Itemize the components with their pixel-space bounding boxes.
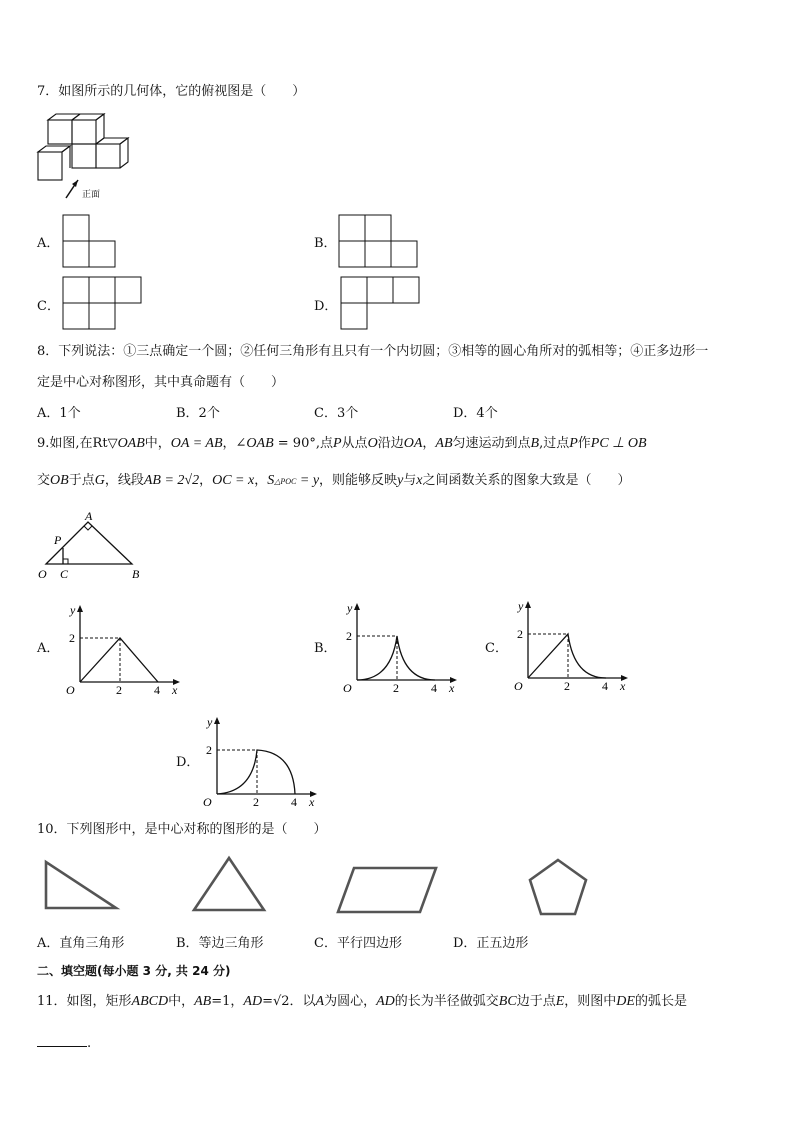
- q9-triangle-figure: [36, 508, 146, 580]
- tick-2-y: 2: [346, 629, 352, 643]
- tick-4-x: 4: [291, 795, 297, 809]
- equilateral-triangle-shape: [190, 854, 268, 916]
- q7-option-c-figure: [62, 276, 144, 330]
- q7-option-b-label: B．: [314, 236, 337, 251]
- label-p: P: [54, 533, 62, 547]
- section-title: 二、填空题(每小题 3 分, 共 24 分): [37, 964, 231, 978]
- axis-y: y: [347, 601, 353, 615]
- origin: O: [514, 679, 523, 693]
- label-a: A: [85, 509, 93, 523]
- q8-option-d: D．4个: [453, 406, 498, 421]
- q9-graph-d: [199, 714, 327, 812]
- q7-option-b-figure: [338, 214, 420, 268]
- q9-stem-line2: 交OB于点G，线段AB = 2√2，OC = x，S△POC = y，则能够反映y与x之间函数关系的图象大致是（ ）: [37, 473, 631, 488]
- q7-option-c-label: C．: [37, 299, 60, 314]
- q9-graph-c: [510, 598, 638, 696]
- q9-stem-line1: 9.如图,在Rt▽OAB中，OA = AB，∠OAB = 90°,点P从点O沿边OA，AB匀速运动到点B,过点P作PC ⊥ OB: [37, 436, 647, 451]
- q8-stem-line2: 定是中心对称图形，其中真命题有（ ）: [37, 375, 285, 390]
- tick-2-x: 2: [253, 795, 259, 809]
- origin: O: [343, 681, 352, 695]
- origin: O: [66, 683, 75, 697]
- tick-4-x: 4: [431, 681, 437, 695]
- axis-x: x: [449, 681, 455, 695]
- q10-option-a: A．直角三角形: [37, 936, 125, 951]
- tick-2-x: 2: [116, 683, 122, 697]
- axis-x: x: [309, 795, 315, 809]
- tick-2-x: 2: [564, 679, 570, 693]
- axis-y: y: [207, 715, 213, 729]
- axis-y: y: [518, 599, 524, 613]
- q8-option-a: A．1个: [37, 406, 81, 421]
- q10-option-d: D．正五边形: [453, 936, 529, 951]
- q9-option-b-label: B．: [314, 641, 337, 656]
- origin: O: [203, 795, 212, 809]
- q8-option-b: B．2个: [176, 406, 220, 421]
- tick-2-y: 2: [206, 743, 212, 757]
- tick-4-x: 4: [154, 683, 160, 697]
- q9-graph-a: [62, 602, 190, 698]
- tick-2-y: 2: [69, 631, 75, 645]
- q9-option-c-label: C．: [485, 641, 508, 656]
- label-o: O: [38, 567, 47, 581]
- label-b: B: [132, 567, 140, 581]
- right-triangle-shape: [40, 856, 122, 916]
- regular-pentagon-shape: [526, 856, 590, 918]
- parallelogram-shape: [336, 864, 440, 916]
- tick-4-x: 4: [602, 679, 608, 693]
- q10-option-b: B．等边三角形: [176, 936, 264, 951]
- q9-graph-b: [339, 600, 467, 698]
- q8-stem-line1: 8．下列说法：①三点确定一个圆；②任何三角形有且只有一个内切圆；③相等的圆心角所对的弧相等；④正多边形一: [37, 344, 709, 359]
- q7-option-a-figure: [62, 214, 118, 268]
- q11-stem: 11．如图，矩形ABCD中，AB=1，AD=√2．以A为圆心，AD的长为半径做弧交BC边于点E，则图中DE的弧长是: [37, 994, 687, 1009]
- tick-2-y: 2: [517, 627, 523, 641]
- q7-option-d-label: D．: [314, 299, 338, 314]
- q7-stem: 7．如图所示的几何体，它的俯视图是（ ）: [37, 84, 306, 99]
- q11-answer-blank[interactable]: .: [37, 1034, 91, 1052]
- axis-y: y: [70, 603, 76, 617]
- front-label: 正面: [82, 190, 101, 200]
- q8-option-c: C．3个: [314, 406, 359, 421]
- q7-option-d-figure: [340, 276, 422, 330]
- label-c: C: [60, 567, 69, 581]
- axis-x: x: [172, 683, 178, 697]
- arc-de: DE: [616, 994, 635, 1009]
- q10-option-c: C．平行四边形: [314, 936, 402, 951]
- axis-x: x: [620, 679, 626, 693]
- q10-stem: 10．下列图形中，是中心对称的图形的是（ ）: [37, 822, 327, 837]
- q9-option-d-label: D．: [176, 755, 200, 770]
- q7-option-a-label: A．: [37, 236, 60, 251]
- tick-2-x: 2: [393, 681, 399, 695]
- q9-option-a-label: A．: [37, 641, 60, 656]
